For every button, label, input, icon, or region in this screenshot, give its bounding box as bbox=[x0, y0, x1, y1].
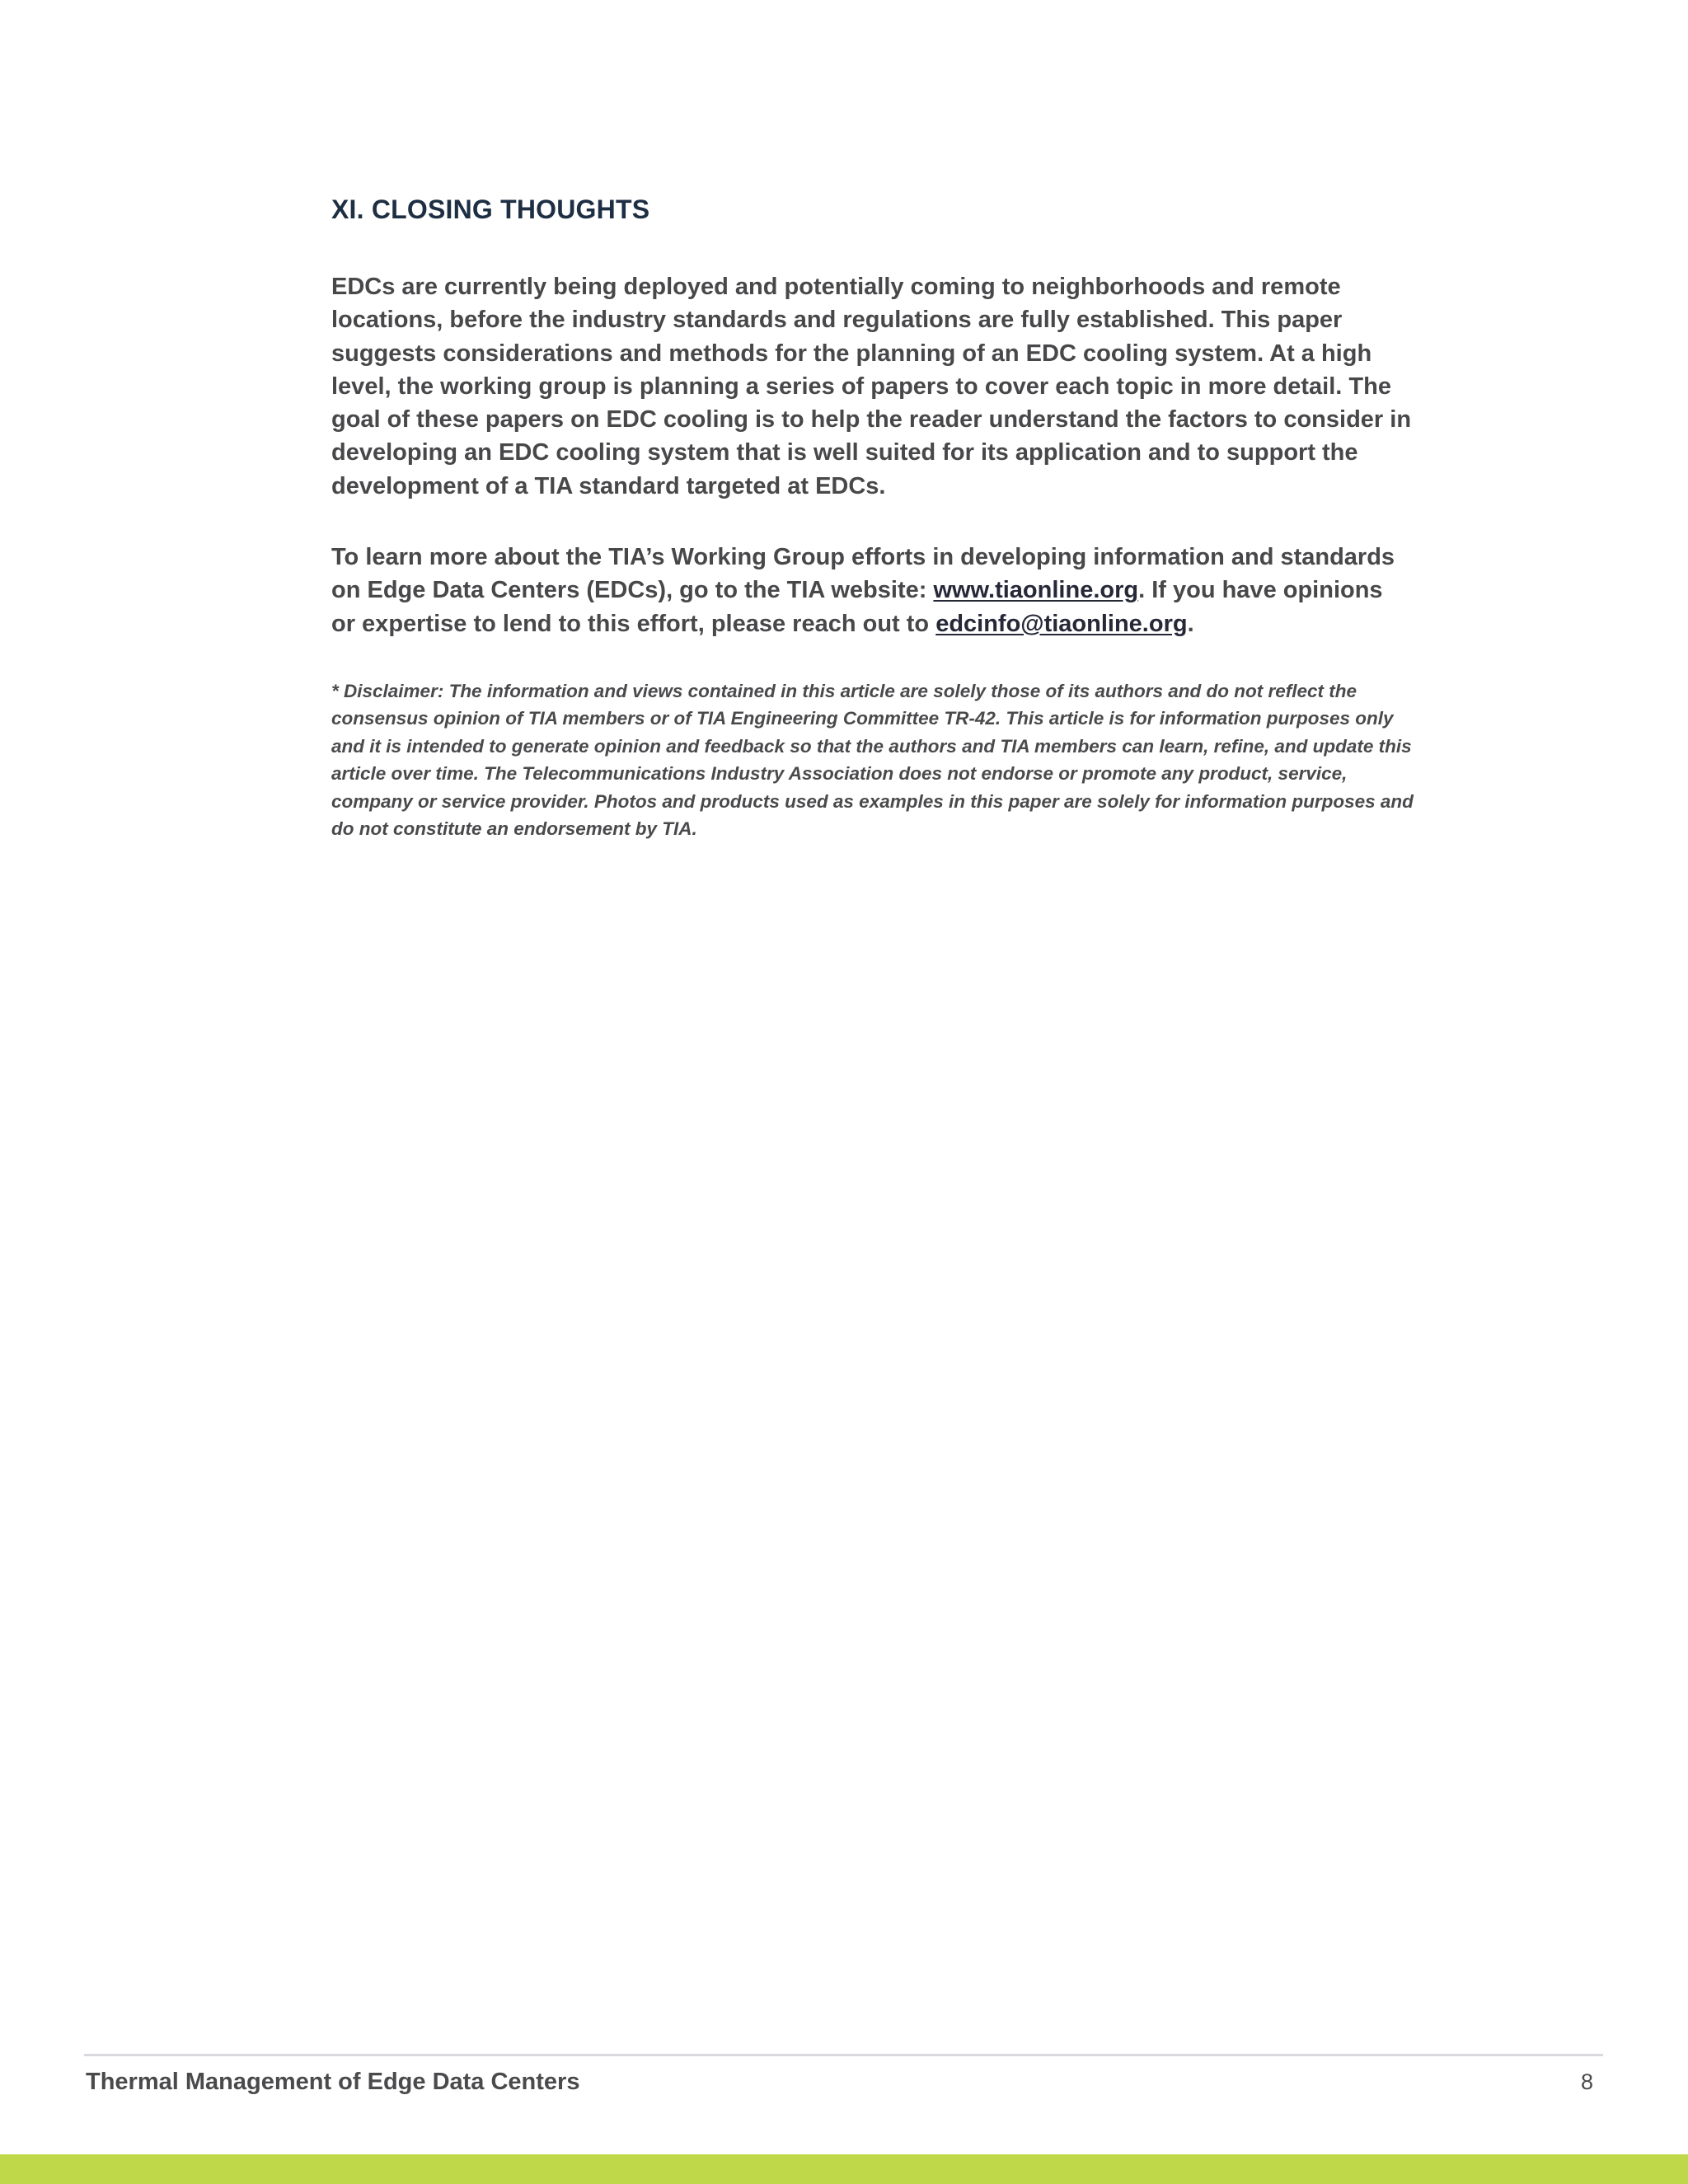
section-heading: XI. CLOSING THOUGHTS bbox=[331, 194, 650, 224]
learn-more-text-middle: . If you have opinions or expertise to lend to this effort, please reach out to bbox=[331, 577, 1383, 637]
email-link[interactable]: edcinfo@tiaonline.org bbox=[935, 610, 1188, 637]
accent-bottom-band bbox=[0, 2154, 1688, 2184]
page-number: 8 bbox=[1580, 2069, 1593, 2094]
footer-document-title: Thermal Management of Edge Data Centers bbox=[86, 2069, 580, 2095]
learn-more-paragraph bbox=[331, 541, 1403, 640]
footer-divider bbox=[84, 2054, 1603, 2056]
website-link[interactable]: www.tiaonline.org bbox=[933, 577, 1139, 604]
closing-paragraph: EDCs are currently being deployed and potentially coming to neighborhoods and remote locations, before the industry standards and regulations are fully established. This paper suggests considerations and methods for the planning of an EDC cooling system. At a high level, the working group is planning a series of papers to cover each topic in more detail. The goal of these papers on EDC cooling is to help the reader understand the factors to consider in developing an EDC cooling system that is well suited for its application and to support the development of a TIA standard targeted at EDCs. bbox=[331, 274, 1412, 499]
learn-more-text-start: To learn more about the TIA’s Working Group efforts in developing information and standards on Edge Data Centers (EDCs), go to the TIA website: bbox=[331, 544, 1395, 604]
learn-more-text-end: . bbox=[1187, 610, 1194, 637]
disclaimer-text: * Disclaimer: The information and views contained in this article are solely those of its authors and do not reflect the consensus opinion of TIA members or of TIA Engineering Committee TR-42. This article is for information purposes only and it is intended to generate opinion and feedback so that the authors and TIA members can learn, refine, and update this article over time. The Telecommunications Industry Association does not endorse or promote any product, service, company or service provider. Photos and products used as examples in this paper are solely for information purposes and do not constitute an endorsement by TIA. bbox=[331, 681, 1414, 840]
